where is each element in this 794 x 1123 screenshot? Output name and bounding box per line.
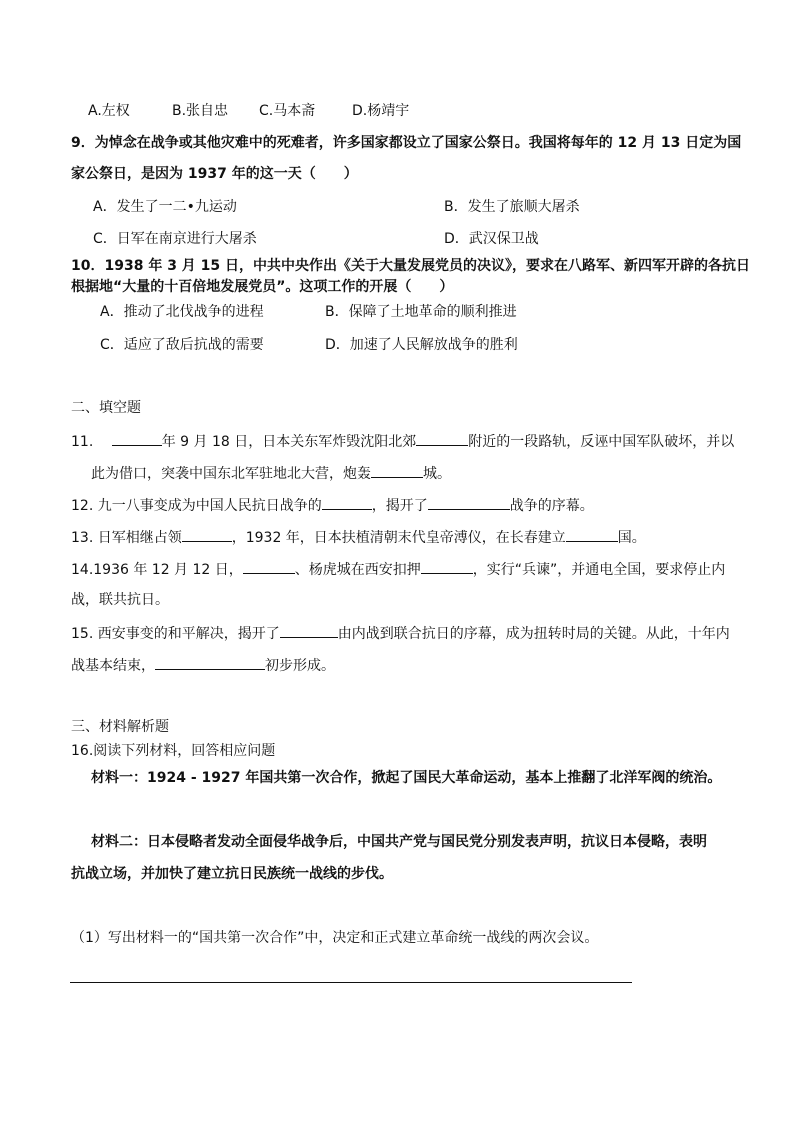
q11-text4: 城。 — [423, 466, 451, 482]
q10-option-d: D．加速了人民解放战争的胜利 — [325, 337, 518, 353]
material-2-line2: 抗战立场，并加快了建立抗日民族统一战线的步伐。 — [71, 866, 393, 882]
blank — [428, 494, 510, 510]
blank — [112, 430, 162, 446]
q15-line1 — [71, 622, 730, 644]
q11-line2 — [91, 462, 451, 484]
blank — [155, 654, 265, 670]
blank — [280, 622, 338, 638]
blank — [421, 558, 473, 574]
q15-text3: 战基本结束， — [71, 658, 155, 674]
blank — [243, 558, 295, 574]
q10-stem-line2: 根据地“大量的十百倍地发展党员”。这项工作的开展（ ） — [71, 279, 454, 295]
q9-option-d: D．武汉保卫战 — [444, 231, 539, 247]
q13-text3: 国。 — [617, 530, 646, 546]
blank — [416, 430, 468, 446]
blank — [322, 494, 372, 510]
q12-text2: ，揭开了 — [371, 498, 428, 514]
q16-stem: 16.阅读下列材料，回答相应问题 — [71, 743, 276, 759]
q13-text1: 13. 日军相继占领 — [71, 530, 182, 546]
q14-line2: 战，联共抗日。 — [71, 592, 169, 608]
q8-option-d: D.杨靖宇 — [352, 103, 410, 119]
q12-text3: 战争的序幕。 — [509, 498, 594, 514]
q15-text1: 15. 西安事变的和平解决，揭开了 — [71, 626, 280, 642]
material-1: 材料一：1924 - 1927 年国共第一次合作，掀起了国民大革命运动，基本上推翻了北洋军阀的统治。 — [91, 770, 722, 786]
section2-title: 二、填空题 — [71, 400, 141, 416]
section3-title: 三、材料解析题 — [71, 719, 169, 735]
q11-line1 — [71, 430, 734, 452]
q15-text4: 初步形成。 — [265, 658, 335, 674]
q8-option-a: A.左权 — [88, 103, 130, 119]
q13-text2: ，1932 年，日本扶植清朝末代皇帝溥仪，在长春建立 — [231, 530, 566, 546]
q14-text2: 、杨虎城在西安扣押 — [294, 562, 421, 578]
q9-option-b: B．发生了旅顺大屠杀 — [444, 199, 580, 215]
q14-line1 — [71, 558, 725, 580]
q13-line — [71, 526, 646, 548]
q10-stem-line1: 10．1938 年 3 月 15 日，中共中央作出《关于大量发展党员的决议》，要求在八路军、新四军开辟的各抗日 — [71, 258, 751, 274]
q10-option-c: C．适应了敌后抗战的需要 — [100, 337, 264, 353]
q10-option-b: B．保障了土地革命的顺利推进 — [325, 304, 517, 320]
q12-line — [71, 494, 594, 516]
q8-option-b: B.张自忠 — [172, 103, 229, 119]
q11-text2: 附近的一段路轨，反诬中国军队破坏，并以 — [468, 434, 735, 450]
q14-text3: ，实行“兵谏”，并通电全国，要求停止内 — [472, 562, 726, 578]
sub-question-1: （1）写出材料一的“国共第一次合作”中，决定和正式建立革命统一战线的两次会议。 — [71, 930, 599, 946]
q9-stem-line1: 9．为悼念在战争或其他灾难中的死难者，许多国家都设立了国家公祭日。我国将每年的 12 月 13 日定为国 — [71, 135, 742, 151]
q12-text1: 12. 九一八事变成为中国人民抗日战争的 — [71, 498, 322, 514]
answer-line[interactable] — [70, 982, 632, 983]
blank — [182, 526, 232, 542]
q10-option-a: A．推动了北伐战争的进程 — [100, 304, 264, 320]
q15-line2 — [71, 654, 335, 676]
q11-text3: 此为借口，突袭中国东北军驻地北大营，炮轰 — [91, 466, 371, 482]
q8-option-c: C.马本斋 — [259, 103, 316, 119]
q9-option-c: C．日军在南京进行大屠杀 — [93, 231, 257, 247]
q9-stem-line2: 家公祭日，是因为 1937 年的这一天（ ） — [71, 166, 358, 182]
q15-text2: 由内战到联合抗日的序幕，成为扭转时局的关键。从此，十年内 — [337, 626, 730, 642]
q9-option-a: A．发生了一二•九运动 — [93, 199, 237, 215]
blank — [371, 462, 423, 478]
blank — [566, 526, 618, 542]
q11-text1: 年 9 月 18 日，日本关东军炸毁沈阳北郊 — [161, 434, 417, 450]
q14-text1: 14.1936 年 12 月 12 日， — [71, 562, 243, 578]
q11-number: 11. — [71, 434, 94, 450]
material-2-line1: 材料二：日本侵略者发动全面侵华战争后，中国共产党与国民党分别发表声明，抗议日本侵略，表明 — [91, 834, 707, 850]
